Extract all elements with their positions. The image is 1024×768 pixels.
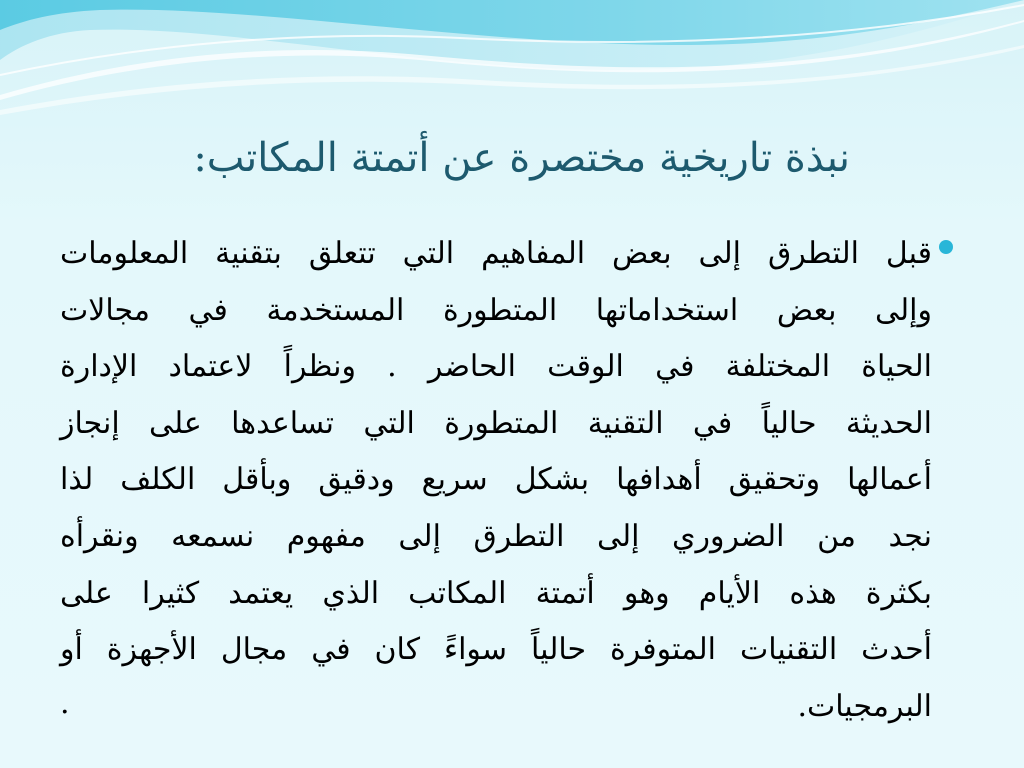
slide-title: نبذة تاريخية مختصرة عن أتمتة المكاتب: [193, 135, 850, 181]
paragraph-line: الحديثة حالياً في التقنية المتطورة التي تساعدها على إنجاز [60, 405, 932, 441]
paragraph-line: وإلى بعض استخداماتها المتطورة المستخدمة في مجالات [60, 292, 932, 328]
paragraph-line: قبل التطرق إلى بعض المفاهيم التي تتعلق بتقنية المعلومات [60, 236, 932, 271]
paragraph-line: أحدث التقنيات المتوفرة حالياً سواءً كان في مجال الأجهزة أو [60, 632, 932, 668]
trailing-mark: . [60, 686, 70, 721]
paragraph-line: بكثرة هذه الأيام وهو أتمتة المكاتب الذي يعتمد كثيرا على [60, 575, 932, 611]
filled-circle-bullet-icon [939, 240, 953, 254]
wave-decoration [0, 0, 1024, 130]
bullet-paragraph [60, 226, 932, 735]
paragraph-line: الحياة المختلفة في الوقت الحاضر . ونظراً لاعتماد الإدارة [60, 349, 932, 385]
paragraph-line: أعمالها وتحقيق أهدافها بشكل سريع ودقيق وبأقل الكلف لذا [60, 462, 932, 498]
paragraph-line: نجد من الضروري إلى التطرق إلى مفهوم نسمعه ونقرأه [60, 518, 932, 554]
paragraph-line: البرمجيات. [797, 688, 932, 724]
